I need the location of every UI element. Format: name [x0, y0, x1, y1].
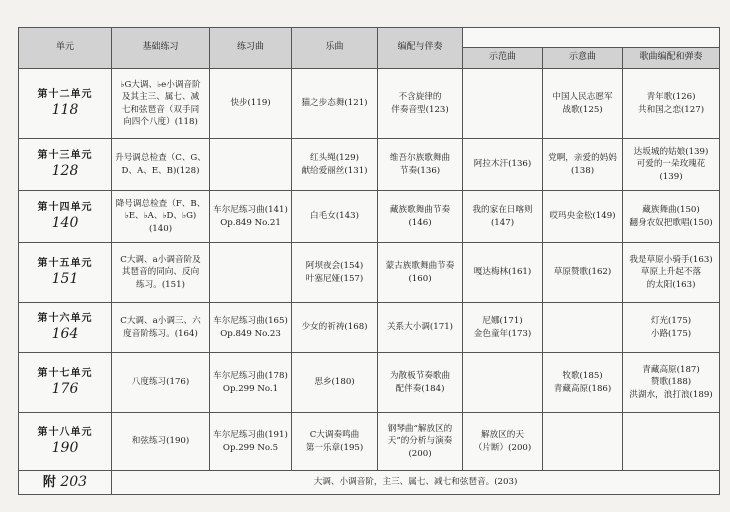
cell-demo [463, 303, 543, 353]
cell-piece [292, 353, 378, 413]
piece-line: 阿坝夜会(154) [305, 261, 364, 272]
unit-page: 118 [51, 102, 79, 119]
basic-line: 和弦练习(190) [131, 436, 190, 447]
cell-song [623, 243, 720, 303]
indicative-line: (138) [570, 165, 595, 176]
cell-basic [112, 69, 210, 139]
song-line: 青年歌(126) [646, 92, 696, 103]
cell-basic [112, 353, 210, 413]
piece-line: 思乡(180) [314, 377, 355, 388]
accomp-line: 为散板节奏歌曲 [389, 371, 451, 382]
demo-line: 阿拉木汗(136) [473, 159, 532, 170]
cell-accomp [378, 69, 463, 139]
cell-demo [463, 139, 543, 191]
appendix-text: 大调、小调音阶，主三、属七、减七和弦琶音。(203) [313, 477, 518, 488]
cell-piece [292, 191, 378, 243]
accomp-line: 伴奏音型(123) [391, 104, 449, 115]
cell-accomp [378, 139, 463, 191]
unit-cell [19, 191, 112, 243]
cell-basic [112, 243, 210, 303]
demo-line: （片断）(200) [473, 442, 532, 453]
song-line: 藏族舞曲(150) [642, 205, 700, 216]
unit-row [19, 413, 720, 471]
basic-line: 八度练习(176) [131, 377, 190, 388]
demo-line: 解放区的天 [481, 430, 524, 441]
basic-line: 七和弦琶音（双手同 [121, 104, 200, 115]
basic-line: ♭G大调、♭e小调音阶 [120, 79, 201, 90]
etude-line: 快步(119) [230, 98, 271, 109]
cell-basic [112, 413, 210, 471]
accomp-line: 关系大小调(171) [386, 322, 454, 333]
cell-indicative [543, 69, 623, 139]
etude-line: Op.849 No.23 [220, 328, 281, 339]
song-line: 灯光(175) [650, 316, 692, 327]
basic-line: 及其主三、属七、减 [121, 92, 200, 103]
basic-line: 其琶音的同向、反向 [121, 267, 200, 278]
unit-page: 176 [51, 381, 79, 398]
etude-line: Op.299 No.1 [222, 383, 279, 394]
etude-line: 车尔尼练习曲(178) [213, 371, 288, 382]
unit-cell [19, 243, 112, 303]
indicative-line: 中国人民志愿军 [552, 92, 613, 103]
song-line: 赞歌(188) [650, 377, 692, 388]
unit-row [19, 243, 720, 303]
song-line: 草原上升起不落 [640, 267, 702, 278]
cell-basic [112, 139, 210, 191]
contents-table [18, 27, 720, 495]
cell-accomp [378, 353, 463, 413]
accomp-line: 钢琴曲“解放区的 [387, 423, 453, 434]
basic-line: 练习。(151) [136, 279, 185, 290]
basic-line: 度音阶练习。(164) [123, 328, 198, 339]
indicative-line: 牧歌(185) [562, 371, 603, 382]
piece-line: 白毛女(143) [310, 211, 359, 222]
accomp-line: 节奏(136) [399, 165, 441, 176]
unit-title: 第十六单元 [37, 312, 93, 324]
cell-song [623, 413, 720, 471]
unit-page: 164 [51, 326, 79, 343]
accomp-line: 配伴奏(184) [395, 383, 445, 394]
unit-title: 第十二单元 [37, 88, 93, 100]
appendix-text-cell [112, 471, 720, 495]
unit-title: 第十八单元 [37, 426, 93, 438]
demo-line: 我的家在日喀则 [472, 205, 533, 216]
piece-line: 红头绳(129) [310, 153, 359, 164]
piece-line: 猫之步态舞(121) [301, 98, 368, 109]
cell-etude [210, 139, 292, 191]
piece-line: 献给爱丽丝(131) [301, 165, 368, 176]
cell-demo [463, 243, 543, 303]
unit-row [19, 69, 720, 139]
unit-row [19, 303, 720, 353]
accomp-line: 不含旋律的 [398, 92, 442, 103]
basic-line: C大调、a小调音阶及 [120, 254, 201, 265]
etude-line: Op.849 No.21 [220, 217, 281, 228]
header-blank [463, 28, 720, 48]
unit-cell [19, 353, 112, 413]
unit-cell [19, 139, 112, 191]
song-line: (139) [659, 171, 683, 182]
song-line: 我是草原小骑手(163) [629, 254, 713, 265]
cell-song [623, 353, 720, 413]
unit-title: 第十四单元 [37, 201, 93, 213]
piece-line: C大调奏鸣曲 [309, 430, 360, 441]
accomp-line: 蒙古族歌舞曲节奏 [385, 261, 455, 272]
cell-song [623, 69, 720, 139]
indicative-line: 哎玛央金松(149) [549, 211, 616, 222]
unit-row [19, 191, 720, 243]
cell-piece [292, 413, 378, 471]
indicative-line: 草原赞歌(162) [553, 267, 612, 278]
cell-demo [463, 353, 543, 413]
indicative-line: 党啊，亲爱的妈妈 [548, 153, 617, 164]
unit-page: 190 [51, 440, 79, 457]
indicative-line: 战歌(125) [562, 104, 603, 115]
cell-etude [210, 353, 292, 413]
header-etude: 练习曲 [210, 28, 292, 69]
cell-indicative [543, 413, 623, 471]
cell-indicative [543, 353, 623, 413]
basic-line: 升号调总检查（C、G、 [115, 153, 206, 164]
unit-cell [19, 69, 112, 139]
cell-piece [292, 69, 378, 139]
song-line: 共和国之恋(127) [637, 104, 705, 115]
accomp-line: 维吾尔族歌舞曲 [389, 153, 451, 164]
cell-demo [463, 413, 543, 471]
unit-page: 128 [51, 163, 79, 180]
unit-title: 第十三单元 [37, 149, 93, 161]
etude-line: 车尔尼练习曲(141) [213, 205, 288, 216]
cell-indicative [543, 303, 623, 353]
song-line: 达坂城的姑娘(139) [633, 146, 709, 157]
basic-line: 向四个八度）(118) [123, 116, 198, 127]
song-line: 翻身农奴把歌唱(150) [629, 217, 713, 228]
indicative-line: 青藏高原(186) [553, 383, 612, 394]
header-song: 歌曲编配和弹奏 [623, 48, 720, 69]
song-line: 青藏高原(187) [642, 364, 700, 375]
unit-page: 151 [51, 271, 79, 288]
basic-line: 降号调总检查（F、B、 [115, 198, 206, 209]
demo-line: 金色童年(173) [473, 328, 532, 339]
cell-piece [292, 303, 378, 353]
cell-accomp [378, 303, 463, 353]
demo-line: 尼娜(171) [482, 316, 523, 327]
header-unit: 单元 [19, 28, 112, 69]
song-line: 小路(175) [650, 328, 692, 339]
cell-song [623, 191, 720, 243]
unit-page: 140 [51, 215, 79, 232]
cell-song [623, 139, 720, 191]
basic-line: D、A、E、B)(128) [121, 165, 200, 176]
header-indicative: 示意曲 [543, 48, 623, 69]
song-line: 洪湖水，浪打浪(189) [629, 389, 713, 400]
unit-cell [19, 413, 112, 471]
header-demo: 示范曲 [463, 48, 543, 69]
cell-demo [463, 191, 543, 243]
accomp-line: 藏族歌舞曲节奏 [389, 205, 451, 216]
header-piece: 乐曲 [292, 28, 378, 69]
cell-piece [292, 243, 378, 303]
unit-title: 第十七单元 [37, 367, 93, 379]
header-row [19, 28, 720, 48]
cell-etude [210, 69, 292, 139]
basic-line: C大调、a小调三、六 [120, 316, 201, 327]
accomp-line: 天”的分析与演奏 [387, 436, 453, 447]
basic-line: ♭E、♭A、♭D、♭G)(140) [124, 211, 197, 234]
demo-line: (147) [490, 217, 515, 228]
appendix-label-cell [19, 471, 112, 495]
cell-piece [292, 139, 378, 191]
unit-row [19, 139, 720, 191]
piece-line: 叶塞尼娅(157) [305, 273, 364, 284]
piece-line: 第一乐章(195) [305, 442, 364, 453]
cell-basic [112, 191, 210, 243]
accomp-line: (160) [408, 273, 432, 284]
cell-etude [210, 303, 292, 353]
appendix-label: 附 [42, 475, 56, 490]
contents-body [19, 69, 720, 495]
appendix-row [19, 471, 720, 495]
cell-accomp [378, 243, 463, 303]
etude-line: Op.299 No.5 [222, 442, 279, 453]
cell-indicative [543, 139, 623, 191]
cell-indicative [543, 191, 623, 243]
header-accomp: 编配与伴奏 [378, 28, 463, 69]
cell-etude [210, 243, 292, 303]
accomp-line: (200) [408, 448, 432, 459]
unit-cell [19, 303, 112, 353]
appendix-page: 203 [60, 474, 88, 490]
piece-line: 少女的祈祷(168) [301, 322, 368, 333]
unit-title: 第十五单元 [37, 257, 93, 269]
cell-etude [210, 413, 292, 471]
cell-accomp [378, 191, 463, 243]
cell-song [623, 303, 720, 353]
accomp-line: (146) [408, 217, 432, 228]
header-basic: 基础练习 [112, 28, 210, 69]
song-line: 的太阳(163) [646, 279, 696, 290]
cell-basic [112, 303, 210, 353]
cell-etude [210, 191, 292, 243]
demo-line: 嘎达梅林(161) [473, 267, 532, 278]
song-line: 可爱的一朵玫瑰花 [636, 159, 706, 170]
cell-accomp [378, 413, 463, 471]
cell-demo [463, 69, 543, 139]
etude-line: 车尔尼练习曲(191) [213, 430, 288, 441]
unit-row [19, 353, 720, 413]
cell-indicative [543, 243, 623, 303]
etude-line: 车尔尼练习曲(165) [213, 316, 288, 327]
